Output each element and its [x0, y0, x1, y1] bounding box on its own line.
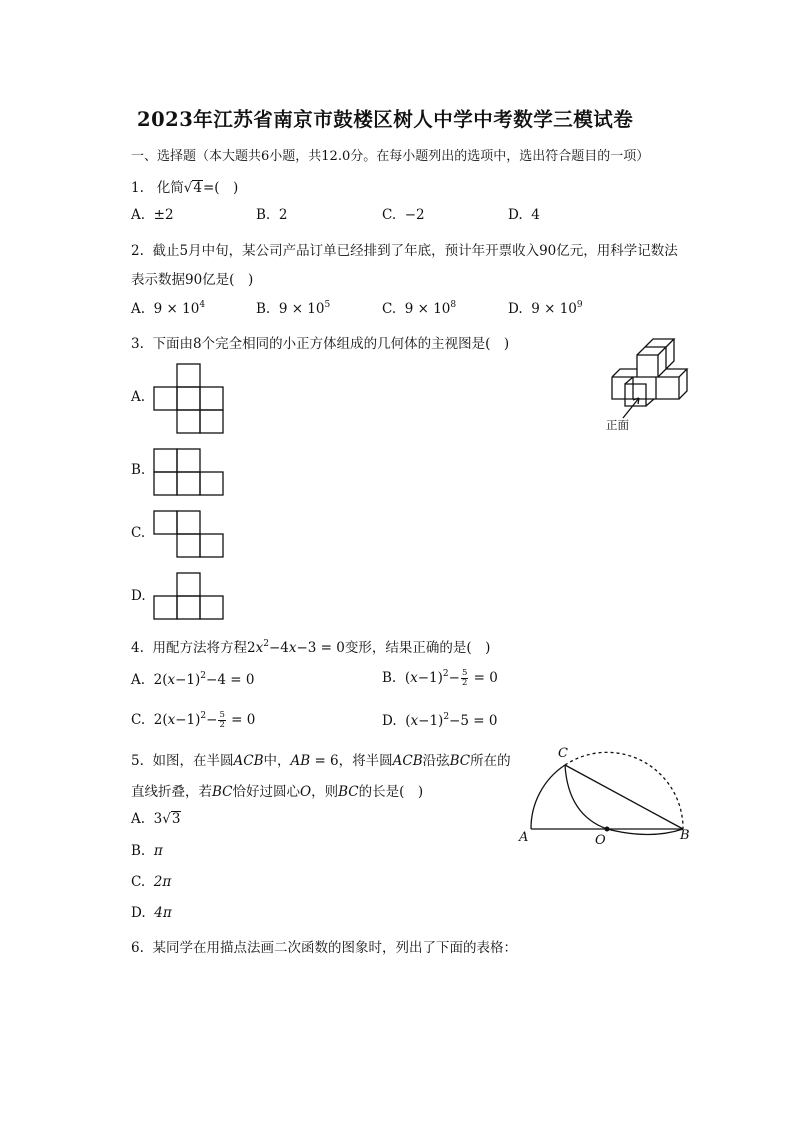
question-number: 3. — [131, 336, 144, 352]
radicand: 4 — [193, 180, 202, 196]
q3-option-b-figure — [154, 449, 224, 496]
fraction: $\frac{5}{2}$ — [219, 710, 225, 730]
question-number: 2. — [131, 243, 144, 259]
q2-option-b: B. $9 \times 10^5$ — [256, 300, 331, 317]
question-number: 4. — [131, 640, 144, 656]
page-title: 2023年江苏省南京市鼓楼区树人中学中考数学三模试卷 — [137, 108, 634, 131]
q2-option-a: A. $9 \times 10^4$ — [131, 300, 206, 317]
q5-option-a: A. 3√3 — [131, 811, 181, 827]
q5-option-b: B. π — [131, 843, 163, 859]
q1-option-d: D. 4 — [508, 207, 540, 223]
q4-option-c: C. $2(x-1)^2-$ $\frac{5}{2}$ = 0 — [131, 710, 256, 730]
q4-option-b: B. $(x-1)^2-$ $\frac{5}{2}$ = 0 — [382, 668, 498, 688]
question-stem-end: =( ) — [202, 180, 239, 196]
sqrt-symbol: √ — [183, 180, 193, 196]
question-2-line-2: 表示数据90亿是( ) — [131, 272, 254, 288]
section-heading: 一、选择题（本大题共6小题，共12.0分。在每小题列出的选项中，选出符合题目的一项） — [131, 149, 650, 164]
question-5-line-1: 5. 如图，在半圆ACB中，AB = 6，将半圆ACB沿弦BC所在的 — [131, 753, 511, 769]
sqrt-symbol: √ — [162, 811, 171, 827]
q3-option-c-figure — [154, 511, 224, 558]
question-3: 3. 下面由8个完全相同的小正方体组成的几何体的主视图是( ) — [131, 336, 510, 352]
q3-option-a-figure — [154, 364, 224, 434]
question-number: 1. — [131, 180, 144, 196]
q5-option-c: C. 2π — [131, 874, 172, 890]
question-1 — [131, 176, 238, 196]
question-4: 4. 用配方法将方程$2x^2-4x-3 = 0$变形，结果正确的是( ) — [131, 639, 491, 656]
fraction: $\frac{5}{2}$ — [461, 668, 468, 688]
point-label-o: O — [595, 833, 606, 848]
q4-option-a: A. $2(x-1)^2-4 = 0$ — [131, 671, 255, 688]
question-5-line-2: 直线折叠，若BC恰好过圆心O，则BC的长是( ) — [131, 784, 424, 800]
front-view-label: 正面 — [606, 418, 629, 432]
q4-option-d: D. $(x-1)^2-5 = 0$ — [382, 712, 498, 729]
q3-option-a-label: A. — [131, 389, 146, 405]
q3-option-c-label: C. — [131, 525, 146, 541]
q3-option-b-label: B. — [131, 462, 146, 478]
point-label-a: A — [519, 830, 529, 845]
q5-option-d: D. 4π — [131, 905, 172, 921]
q3-option-d-label: D. — [131, 588, 146, 604]
question-number: 6. — [131, 940, 144, 956]
point-label-c: C — [558, 746, 568, 761]
q3-cube-figure — [604, 334, 696, 414]
q1-option-b: B. 2 — [256, 207, 288, 223]
q2-option-c: C. $9 \times 10^8$ — [382, 300, 457, 317]
question-6: 6. 某同学在用描点法画二次函数的图象时，列出了下面的表格： — [131, 940, 517, 956]
point-label-b: B — [680, 828, 690, 843]
q3-option-d-figure — [154, 573, 224, 620]
q1-option-a: A. ±2 — [131, 207, 174, 223]
question-stem: 化简 — [156, 180, 184, 196]
question-2-line-1: 2. 截止5月中旬，某公司产品订单已经排到了年底，预计年开票收入90亿元，用科学记数法 — [131, 243, 678, 259]
question-number: 5. — [131, 753, 144, 769]
q1-option-c: C. −2 — [382, 207, 425, 223]
q2-option-d: D. $9 \times 10^9$ — [508, 300, 583, 317]
